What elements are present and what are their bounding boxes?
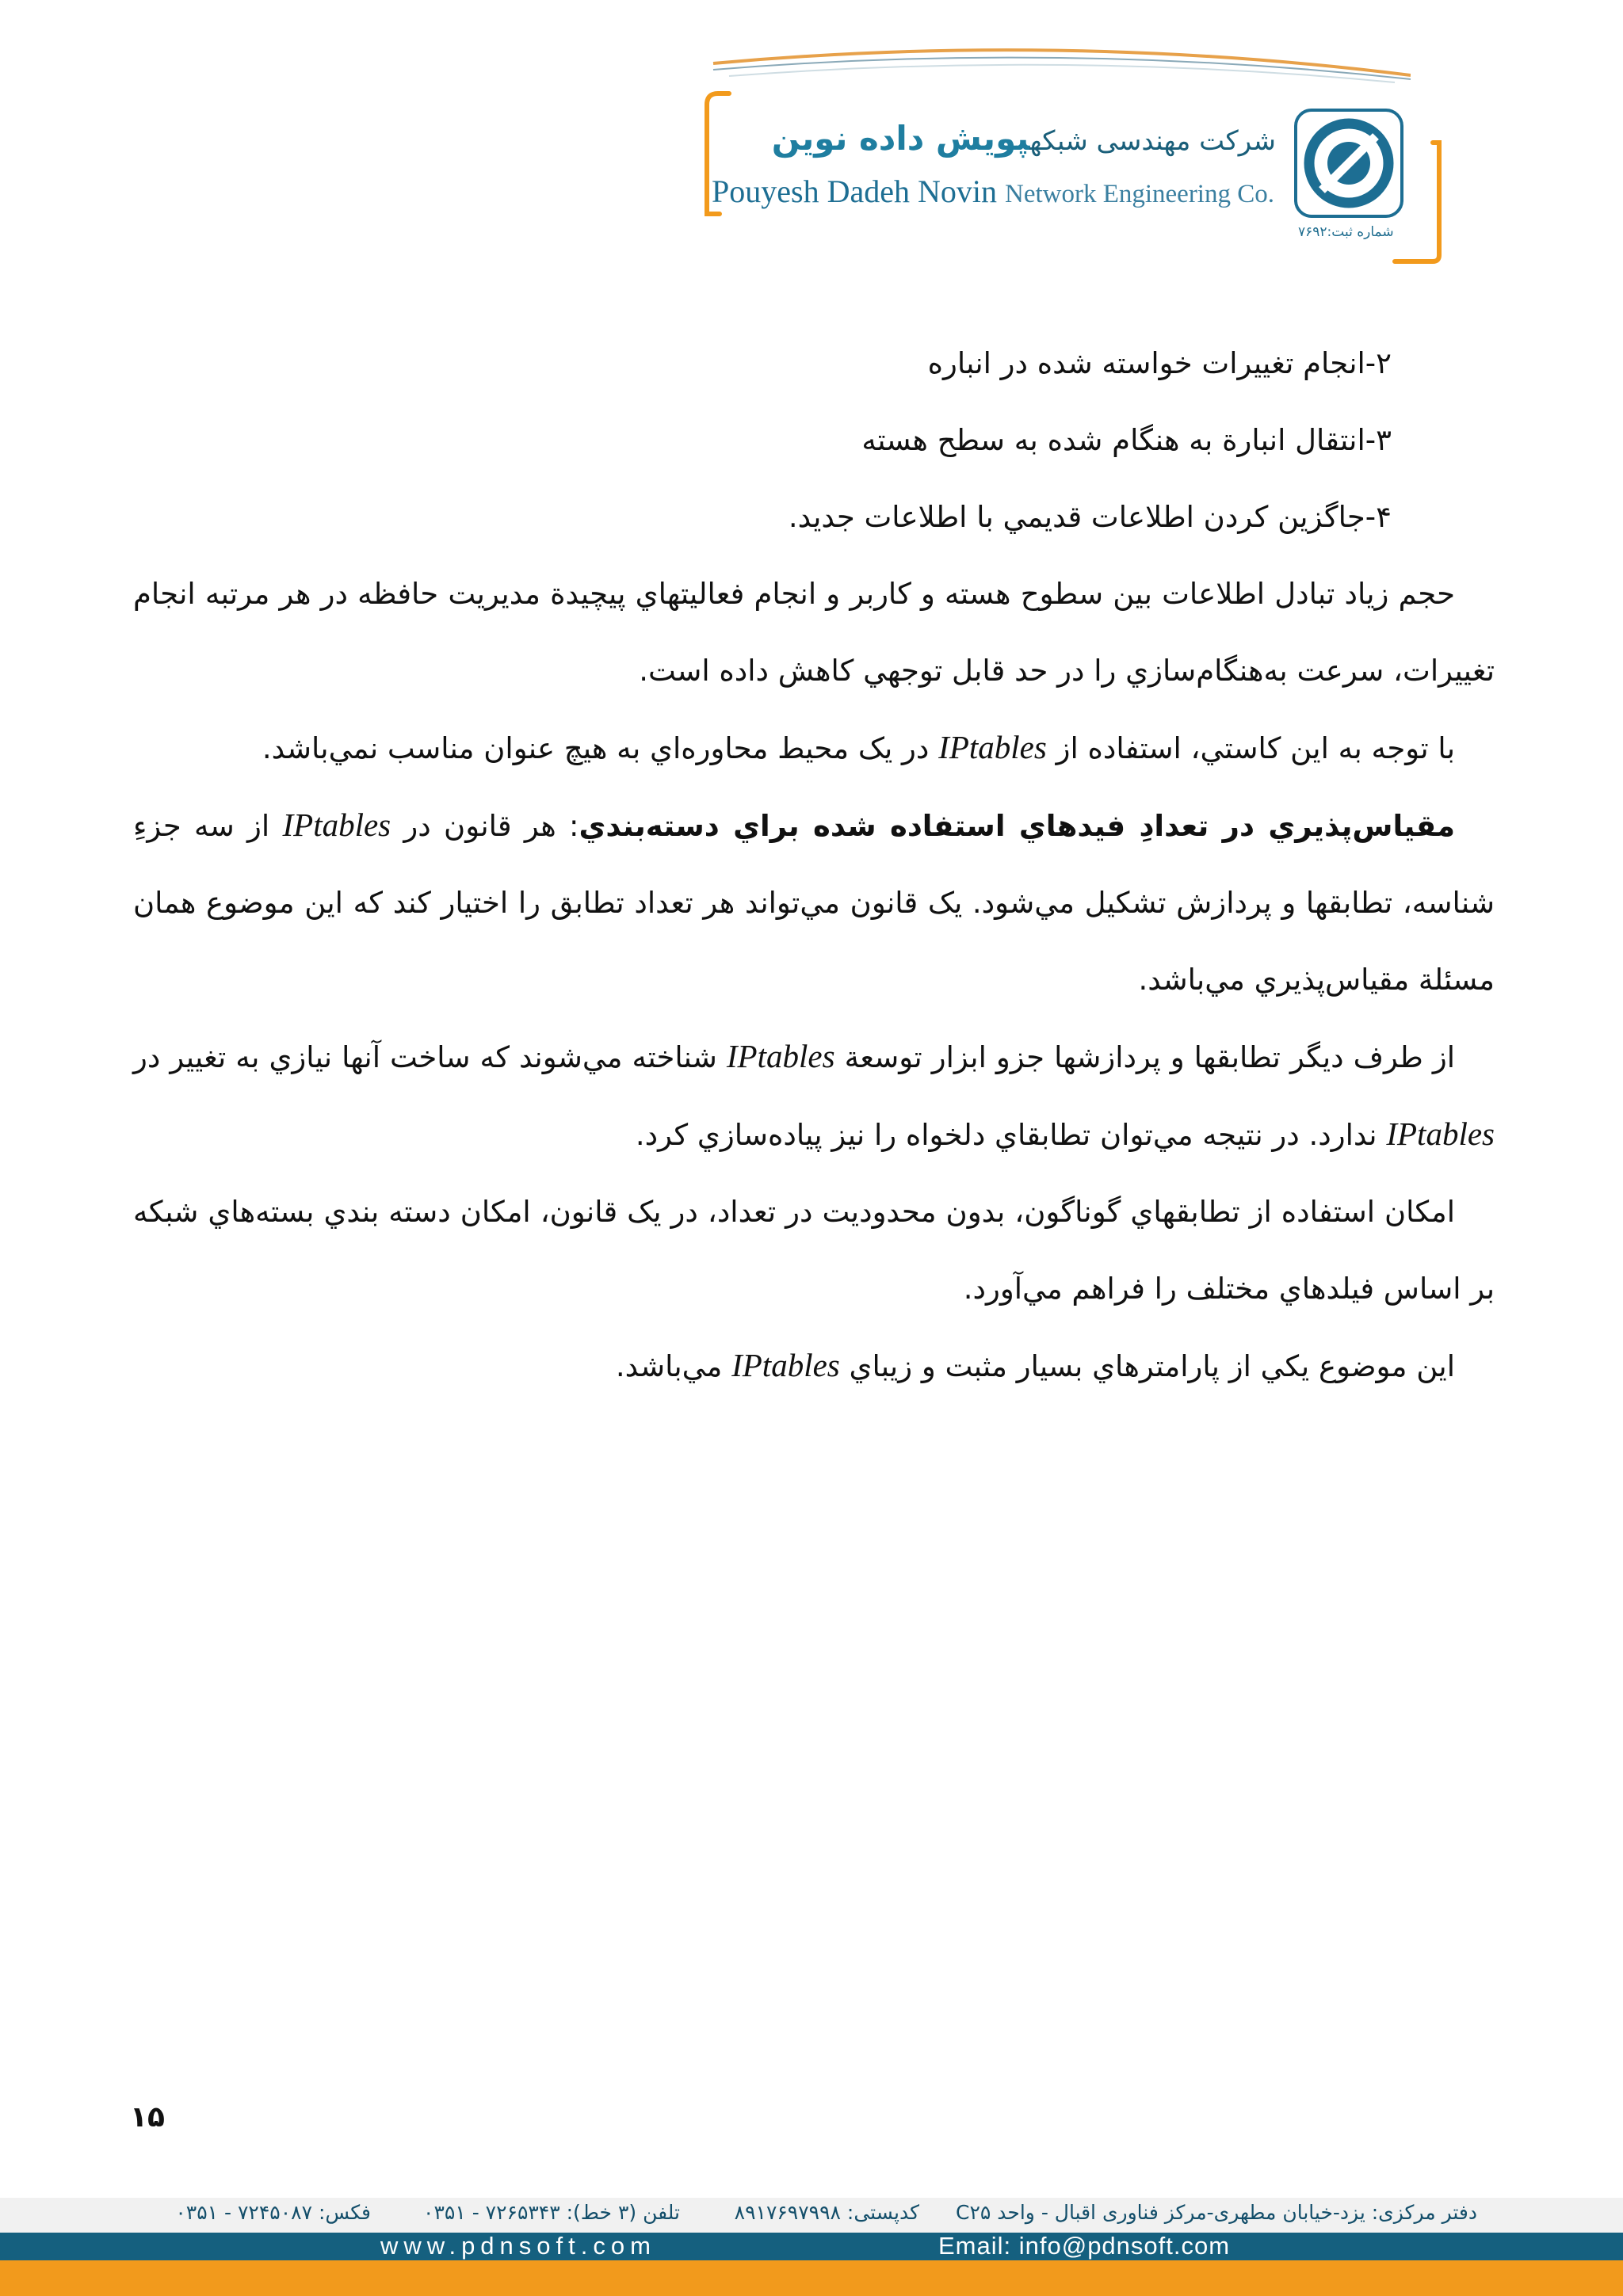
text-span: از سه جزءِ شناسه، تطابقها و پردازش تشکيل مي‌شود. يک قانون مي‌تواند هر تعداد تطابق را اختيار کند که اين موضوع همان مسئلة مقياس‌پذيري مي‌باشد.: [133, 809, 1495, 997]
text-span: اين موضوع يکي از پارامترهاي بسيار مثبت و زيباي: [849, 1349, 1455, 1383]
page-number: ۱۵: [130, 2101, 165, 2134]
iptables-term: IPtables: [731, 1347, 840, 1383]
text-span: : هر قانون در: [403, 809, 579, 843]
scalability-heading: مقياس‌پذيري در تعدادِ فيدهاي استفاده شده براي دسته‌بندي: [579, 809, 1456, 843]
text-span: در يک محيط محاوره‌اي به هيچ عنوان مناسب نمي‌باشد.: [262, 731, 930, 765]
text-span: مي‌باشد.: [615, 1349, 723, 1383]
paragraph-extensions: [133, 1018, 1495, 1173]
footer-website-link[interactable]: www.pdnsoft.com: [380, 2232, 656, 2260]
company-name-persian-brand: پویش داده نوین: [771, 119, 1030, 158]
page-header: [0, 0, 1623, 277]
list-item: ۴-جاگزين کردن اطلاعات قديمي با اطلاعات جديد.: [788, 500, 1392, 534]
iptables-term: IPtables: [938, 729, 1047, 765]
company-logo-icon: [1293, 108, 1404, 219]
company-name-english-main: Pouyesh Dadeh Novin: [712, 174, 997, 209]
footer-address: دفتر مرکزی: یزد-خیابان مطهری-مرکز فناوری اقبال - واحد C۲۵: [956, 2201, 1477, 2224]
paragraph-matches: امکان استفاده از تطابقهاي گوناگون، بدون محدوديت در تعداد، در يک قانون، امکان دسته بندي بسته‌هاي شبکه بر اساس فيلدهاي مختلف را فراهم مي‌آورد.: [133, 1195, 1495, 1306]
footer-postal-code: کدپستی: ۸۹۱۷۶۹۷۹۹۸: [734, 2201, 919, 2224]
company-name-persian-prefix: شرکت مهندسی شبکه: [1029, 125, 1276, 157]
footer-address-bar: [0, 2198, 1623, 2233]
paragraph-conclusion: [133, 1327, 1495, 1405]
text-span: از طرف ديگر تطابقها و پردازشها جزو ابزار توسعة: [844, 1040, 1456, 1074]
list-item: ۳-انتقال انبارة به هنگام شده به سطح هسته: [861, 423, 1392, 457]
footer-email-link[interactable]: Email: info@pdnsoft.com: [938, 2232, 1231, 2260]
footer-accent-bar: [0, 2260, 1623, 2296]
text-span: با توجه به اين کاستي، استفاده از: [1056, 731, 1455, 765]
registration-number: شماره ثبت:۷۶۹۲: [1298, 224, 1394, 240]
paragraph-scalability: [133, 787, 1495, 1018]
company-name-english-suffix: Network Engineering Co.: [1004, 180, 1274, 208]
iptables-term: IPtables: [282, 807, 391, 843]
paragraph-interactive: [133, 709, 1495, 787]
list-item: ۲-انجام تغييرات خواسته شده در انباره: [927, 346, 1392, 380]
footer-contact-bar: [0, 2233, 1623, 2260]
company-name-english: [712, 173, 1274, 210]
iptables-term: IPtables: [1386, 1116, 1495, 1152]
text-span: شناخته مي‌شوند که ساخت آنها نيازي به تغيير در: [133, 1040, 717, 1074]
company-name-persian: [772, 119, 1276, 158]
iptables-term: IPtables: [726, 1038, 835, 1074]
footer-fax: فکس: ۷۲۴۵۰۸۷ - ۰۳۵۱: [175, 2201, 371, 2224]
footer-phone: تلفن (۳ خط): ۷۲۶۵۳۴۳ - ۰۳۵۱: [423, 2201, 680, 2224]
text-span: ندارد. در نتيجه مي‌توان تطابقاي دلخواه را نيز پياده‌سازي کرد.: [635, 1118, 1377, 1152]
document-body: [133, 325, 1495, 1405]
paragraph-performance: حجم زياد تبادل اطلاعات بين سطوح هسته و کاربر و انجام فعاليتهاي پيچيدة مديريت حافظه در هر مرتبه انجام تغييرات، سرعت به‌هنگام‌سازي را در حد قابل توجهي کاهش داده است.: [133, 577, 1495, 688]
